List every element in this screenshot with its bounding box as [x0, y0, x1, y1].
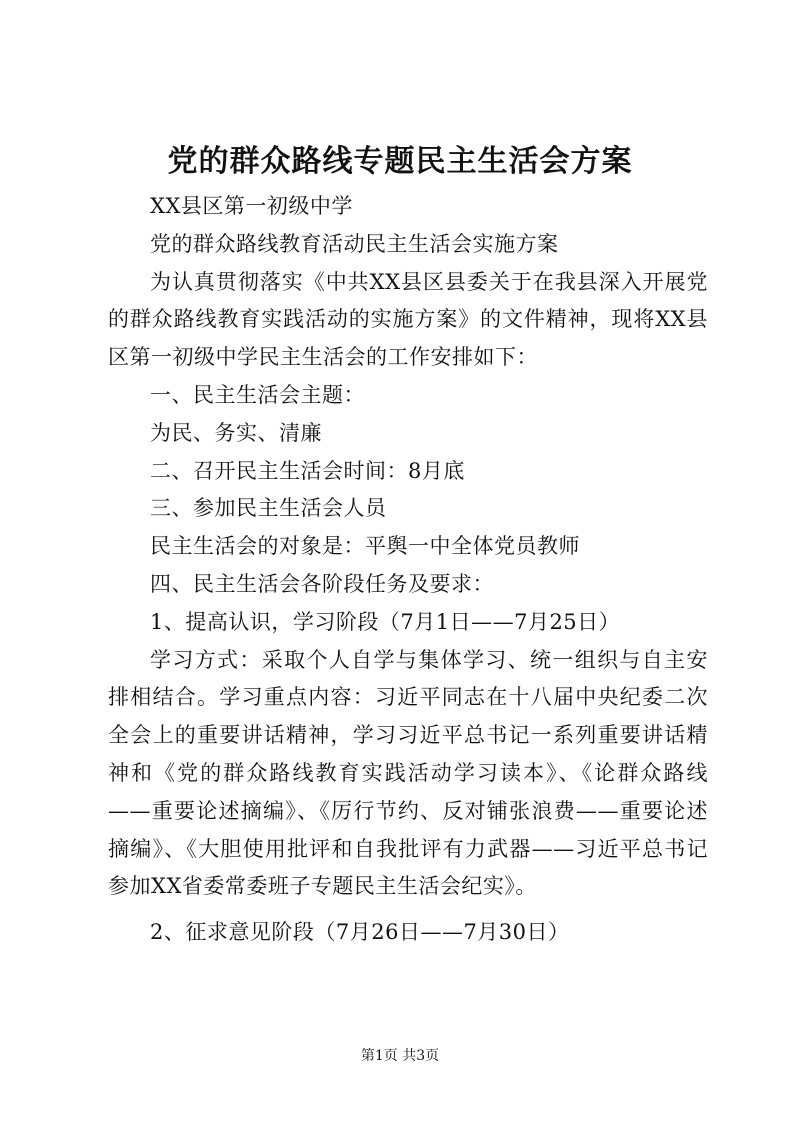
- paragraph-stage-2: 2、征求意见阶段（7月26日——7月30日）: [150, 920, 570, 945]
- paragraph-study-method: 学习方式：采取个人自学与集体学习、统一组织与自主安排相结合。学习重点内容：习近平同志在十八届中央纪委二次全会上的重要讲话精神，学习习近平总书记一系列重要讲话精神和《党的群众路线教育实践活动学习读本》、《论群众路线——重要论述摘编》、《厉行节约、反对铺张浪费——重要论述摘编》、《大胆使用批评和自我批评有力武器——习近平总书记参加XX省委常委班子专题民主生活会纪实》。: [108, 647, 708, 899]
- page-number-footer: 第1页 共3页: [360, 1048, 440, 1064]
- paragraph-school-name: XX县区第一初级中学: [150, 194, 353, 218]
- document-body: [108, 188, 708, 952]
- paragraph-stage-1: 1、提高认识，学习阶段（7月1日——7月25日）: [150, 609, 621, 634]
- paragraph-participants: 民主生活会的对象是：平舆一中全体党员教师: [150, 534, 580, 559]
- paragraph-plan-title: 党的群众路线教育活动民主生活会实施方案: [150, 231, 559, 256]
- document-title: 党的群众路线专题民主生活会方案: [167, 144, 633, 179]
- paragraph-section-3-heading: 三、参加民主生活会人员: [150, 496, 387, 521]
- paragraph-theme: 为民、务实、清廉: [150, 420, 322, 445]
- paragraph-intro: 为认真贯彻落实《中共XX县区县委关于在我县深入开展党的群众路线教育实践活动的实施方案》的文件精神，现将XX县区第一初级中学民主生活会的工作安排如下：: [108, 269, 708, 370]
- paragraph-section-2-time: 二、召开民主生活会时间：8月底: [150, 458, 465, 483]
- paragraph-section-4-heading: 四、民主生活会各阶段任务及要求：: [150, 571, 494, 596]
- paragraph-section-1-heading: 一、民主生活会主题：: [150, 382, 365, 407]
